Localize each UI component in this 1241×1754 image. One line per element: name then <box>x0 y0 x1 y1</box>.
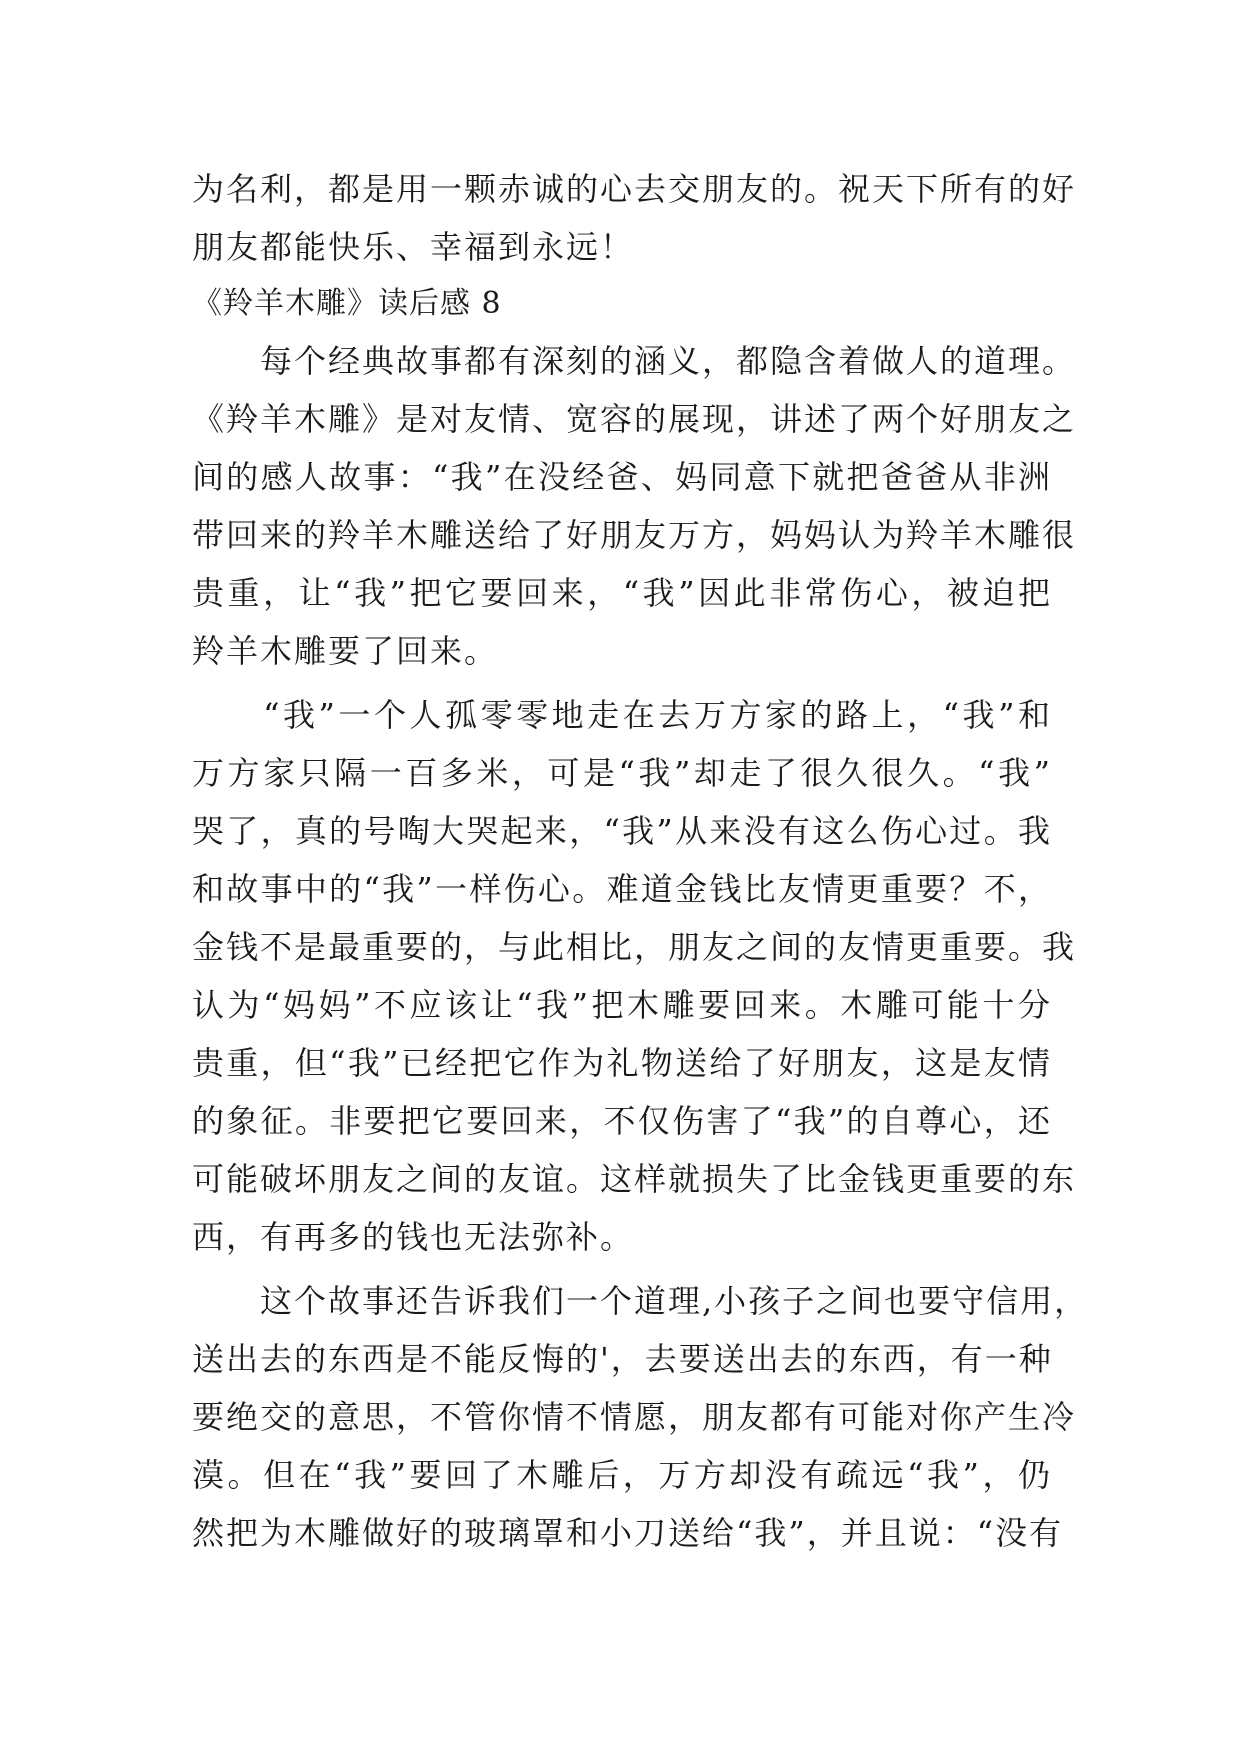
body-text-line: 送出去的东西是不能反悔的'，去要送出去的东西，有一种 <box>192 1340 1053 1378</box>
document-page <box>192 160 1089 1562</box>
body-text-line: 金钱不是最重要的，与此相比，朋友之间的友情更重要。我 <box>192 928 1077 966</box>
body-text-line: 和故事中的“我”一样伤心。难道金钱比友情更重要？不， <box>192 870 1052 908</box>
body-text-line: 然把为木雕做好的玻璃罩和小刀送给“我”，并且说：“没有 <box>192 1514 1064 1552</box>
section-title: 《羚羊木雕》读后感 8 <box>192 286 502 321</box>
body-text-line: 西，有再多的钱也无法弥补。 <box>192 1218 635 1256</box>
body-text-line: 要绝交的意思，不管你情不情愿，朋友都有可能对你产生冷 <box>192 1398 1077 1436</box>
body-text-line: 为名利，都是用一颗赤诚的心去交朋友的。祝天下所有的好 <box>192 170 1077 208</box>
body-text-line: 的象征。非要把它要回来，不仅伤害了“我”的自尊心，还 <box>192 1102 1052 1140</box>
body-text-line: 可能破坏朋友之间的友谊。这样就损失了比金钱更重要的东 <box>192 1160 1077 1198</box>
body-text-line: 间的感人故事：“我”在没经爸、妈同意下就把爸爸从非洲 <box>192 458 1052 496</box>
body-text-line: 漠。但在“我”要回了木雕后，万方却没有疏远“我”，仍 <box>192 1456 1052 1494</box>
paragraph <box>192 686 1077 1266</box>
body-text-line: 这个故事还告诉我们一个道理,小孩子之间也要守信用， <box>192 1282 1089 1320</box>
body-text-line: 带回来的羚羊木雕送给了好朋友万方，妈妈认为羚羊木雕很 <box>192 516 1077 554</box>
paragraph <box>192 1272 1089 1562</box>
body-text-line: 每个经典故事都有深刻的涵义，都隐含着做人的道理。 <box>192 342 1077 380</box>
body-text-line: 万方家只隔一百多米，可是“我”却走了很久很久。“我” <box>192 754 1052 792</box>
paragraph <box>192 332 1077 680</box>
body-text-line: 羚羊木雕要了回来。 <box>192 632 499 670</box>
body-text-line: “我”一个人孤零零地走在去万方家的路上，“我”和 <box>192 696 1052 734</box>
body-text-line: 认为“妈妈”不应该让“我”把木雕要回来。木雕可能十分 <box>192 986 1052 1024</box>
body-text-line: 朋友都能快乐、幸福到永远！ <box>192 228 635 266</box>
body-text-line: 贵重，让“我”把它要回来，“我”因此非常伤心，被迫把 <box>192 574 1052 612</box>
body-text-line: 哭了，真的号啕大哭起来，“我”从来没有这么伤心过。我 <box>192 812 1052 850</box>
body-text-line: 《羚羊木雕》是对友情、宽容的展现，讲述了两个好朋友之 <box>192 400 1077 438</box>
body-text-line: 贵重，但“我”已经把它作为礼物送给了好朋友，这是友情 <box>192 1044 1052 1082</box>
